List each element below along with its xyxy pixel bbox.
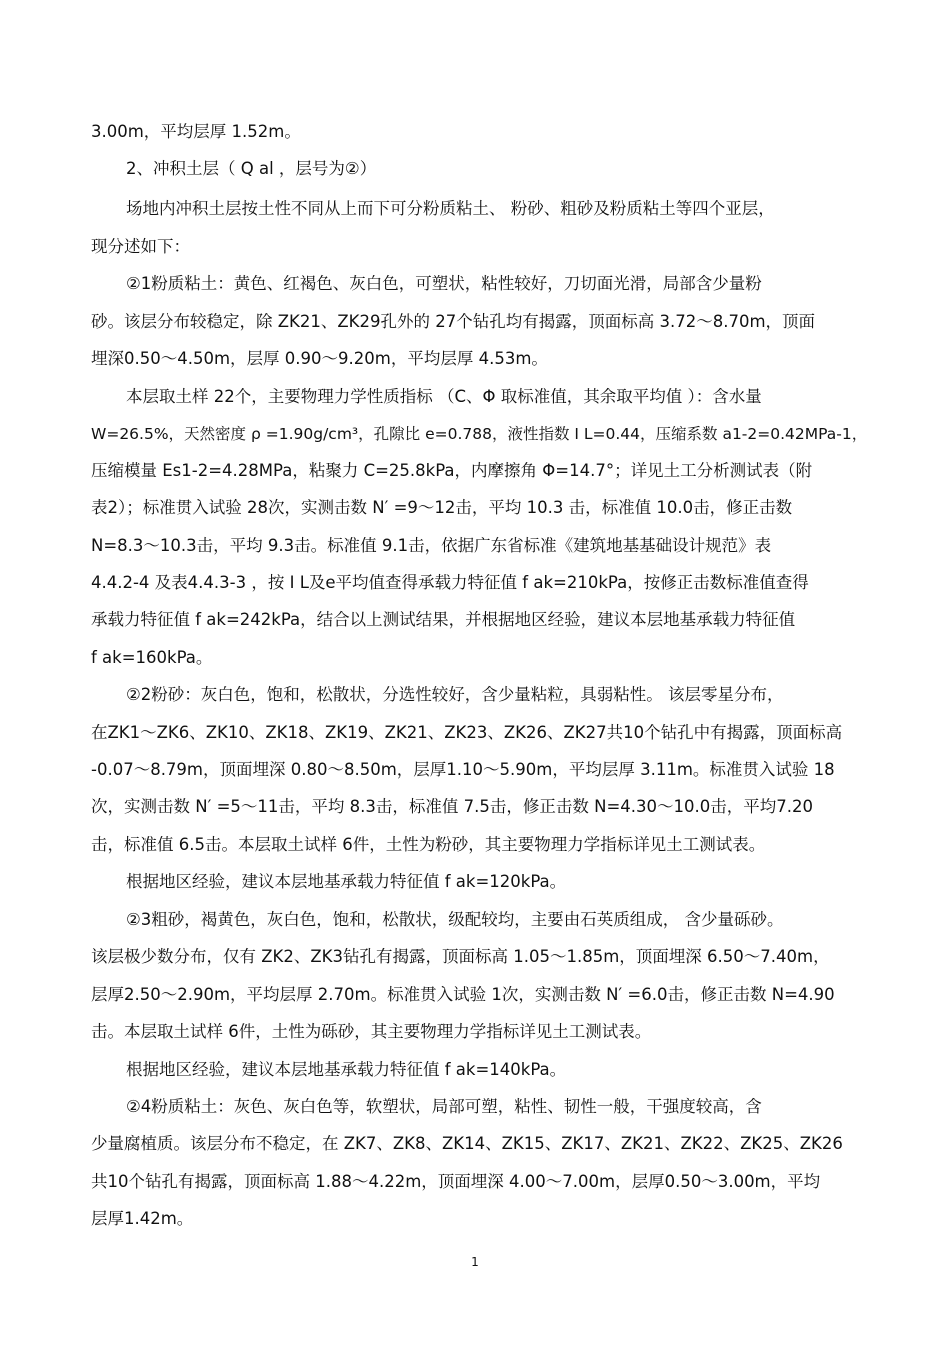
text-line-9: W=26.5%，天然密度 ρ =1.90g/cm³，孔隙比 e=0.788，液性指数 I L=0.44，压缩系数 a1-2=0.42MPa-1， [91, 425, 868, 443]
text-line-29: 共10个钻孔有揭露，顶面标高 1.88～4.22m，顶面埋深 4.00～7.00m，层厚0.50～3.00m，平均 [91, 1172, 821, 1191]
text-line-17: 在ZK1～ZK6、ZK10、ZK18、ZK19、ZK21、ZK23、ZK26、ZK27共10个钻孔中有揭露，顶面标高 [91, 723, 843, 742]
subsection-2-4-heading: ②4粉质粘土：灰色、灰白色等，软塑状，局部可塑，粘性、韧性一般，干强度较高，含 [126, 1097, 762, 1116]
text-line-24: 层厚2.50～2.90m，平均层厚 2.70m。标准贯入试验 1次，实测击数 N′ =6.0击，修正击数 N=4.90 [91, 985, 835, 1004]
text-line-8: 本层取土样 22个，主要物理力学性质指标 （C、Φ 取标准值，其余取平均值 ）：含水量 [126, 387, 762, 406]
subsection-2-2-heading: ②2粉砂：灰白色，饱和，松散状，分选性较好，含少量粘粒，具弱粘性。 该层零星分布， [126, 685, 784, 704]
text-line-23: 该层极少数分布，仅有 ZK2、ZK3钻孔有揭露，顶面标高 1.05～1.85m，顶面埋深 6.50～7.40m， [91, 947, 830, 966]
page-number: 1 [471, 1255, 479, 1269]
text-line-21: 根据地区经验，建议本层地基承载力特征值 f ak=120kPa。 [126, 872, 567, 891]
text-line-11: 表2）；标准贯入试验 28次，实测击数 N′ =9～12击，平均 10.3 击，标准值 10.0击，修正击数 [91, 498, 793, 517]
text-line-3: 场地内冲积土层按土性不同从上而下可分粉质粘土、 粉砂、粗砂及粉质粘土等四个亚层， [126, 199, 775, 218]
text-line-18: -0.07～8.79m，顶面埋深 0.80～8.50m，层厚1.10～5.90m，平均层厚 3.11m。标准贯入试验 18 [91, 760, 835, 779]
subsection-2-1-heading: ②1粉质粘土：黄色、红褐色、灰白色，可塑状，粘性较好，刀切面光滑，局部含少量粉 [126, 274, 762, 293]
text-line-7: 埋深0.50～4.50m，层厚 0.90～9.20m，平均层厚 4.53m。 [91, 349, 548, 368]
subsection-2-3-heading: ②3粗砂，褐黄色，灰白色，饱和，松散状，级配较均，主要由石英质组成， 含少量砾砂。 [126, 910, 784, 929]
text-line-20: 击，标准值 6.5击。本层取土试样 6件，土性为粉砂，其主要物理力学指标详见土工测试表。 [91, 835, 766, 854]
text-line-10: 压缩模量 Es1-2=4.28MPa，粘聚力 C=25.8kPa，内摩擦角 Φ=14.7°；详见土工分析测试表（附 [91, 461, 813, 480]
text-line-28: 少量腐植质。该层分布不稳定，在 ZK7、ZK8、ZK14、ZK15、ZK17、ZK21、ZK22、ZK25、ZK26 [91, 1134, 843, 1153]
text-line-12: N=8.3～10.3击，平均 9.3击。标准值 9.1击，依据广东省标准《建筑地基基础设计规范》表 [91, 536, 772, 555]
text-line-30: 层厚1.42m。 [91, 1209, 194, 1228]
text-line-14: 承载力特征值 f ak=242kPa，结合以上测试结果，并根据地区经验，建议本层地基承载力特征值 [91, 610, 796, 629]
text-line-13: 4.4.2-4 及表4.4.3-3 ，按 I L及e平均值查得承载力特征值 f ak=210kPa，按修正击数标准值查得 [91, 573, 809, 592]
text-line-15: f ak=160kPa。 [91, 648, 213, 667]
text-line-4: 现分述如下： [91, 237, 190, 256]
text-line-25: 击。本层取土试样 6件，土性为砾砂，其主要物理力学指标详见土工测试表。 [91, 1022, 652, 1041]
text-line-1: 3.00m，平均层厚 1.52m。 [91, 122, 301, 141]
text-line-19: 次，实测击数 N′ =5～11击，平均 8.3击，标准值 7.5击，修正击数 N=4.30～10.0击，平均7.20 [91, 797, 813, 816]
text-line-6: 砂。该层分布较稳定，除 ZK21、ZK29孔外的 27个钻孔均有揭露，顶面标高 3.72～8.70m，顶面 [91, 312, 816, 331]
text-line-26: 根据地区经验，建议本层地基承载力特征值 f ak=140kPa。 [126, 1060, 567, 1079]
section-heading-alluvial: 2、冲积土层（ Q al ，层号为②） [126, 159, 377, 178]
